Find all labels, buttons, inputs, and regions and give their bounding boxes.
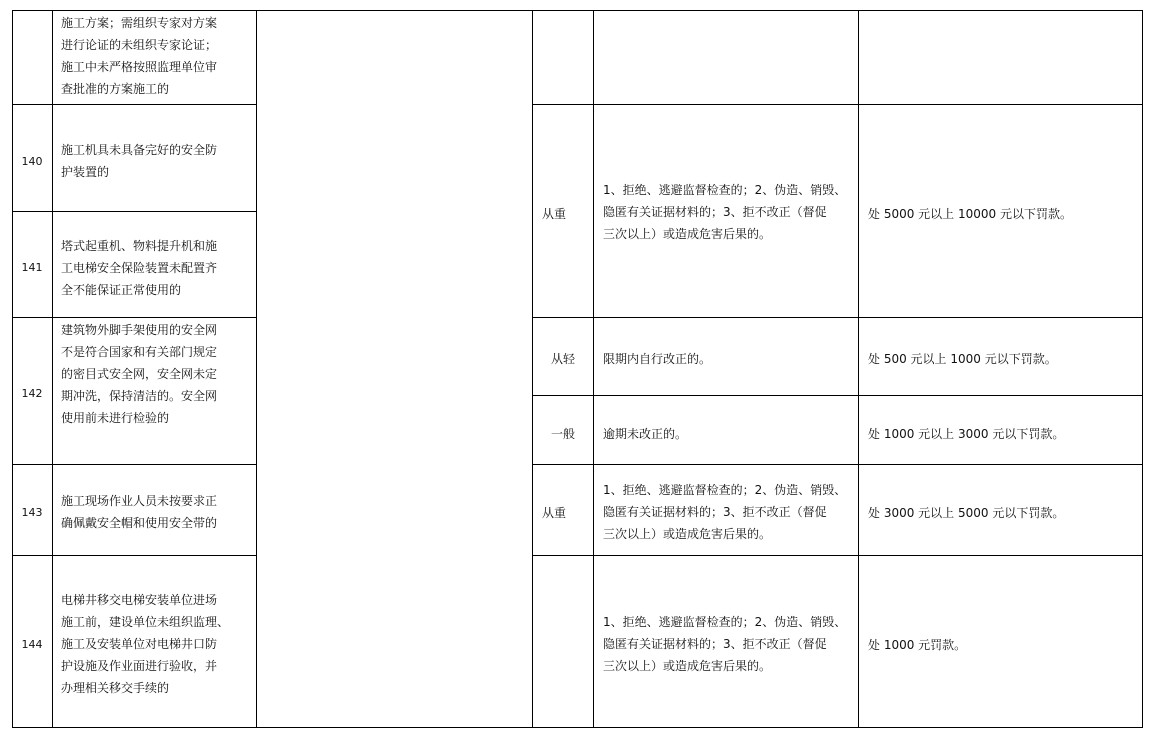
- table-border-top: [12, 10, 1143, 11]
- item-number: 142: [21, 387, 43, 400]
- violation-description: 建筑物外脚手架使用的安全网 不是符合国家和有关部门规定 的密目式安全网，安全网未定 期冲洗，保持清洁的。安全网 使用前未进行检验的: [61, 323, 218, 425]
- discretion-level: 从轻: [551, 352, 576, 366]
- row-divider: [532, 464, 1143, 465]
- column-divider-description: [256, 10, 257, 728]
- violation-description: 施工现场作业人员未按要求正 确佩戴安全帽和使用安全带的: [61, 494, 218, 530]
- row-divider: [12, 464, 257, 465]
- penalty-amount: 处 1000 元罚款。: [868, 638, 967, 652]
- discretion-level: 一般: [551, 427, 576, 441]
- column-divider-basis: [532, 10, 533, 728]
- item-number: 141: [21, 261, 43, 274]
- circumstance-description: 1、拒绝、逃避监督检查的；2、伪造、销毁、 隐匿有关证据材料的；3、拒不改正（督促 三次以上）或造成危害后果的。: [603, 615, 847, 673]
- row-divider: [12, 104, 257, 105]
- discretion-level: 从重: [542, 207, 567, 221]
- row-divider: [532, 104, 1143, 105]
- table-border-right: [1142, 10, 1143, 728]
- violation-description: 塔式起重机、物料提升机和施 工电梯安全保险装置未配置齐 全不能保证正常使用的: [61, 239, 218, 297]
- item-number: 143: [21, 506, 43, 519]
- penalty-amount: 处 1000 元以上 3000 元以下罚款。: [868, 427, 1065, 441]
- circumstance-description: 限期内自行改正的。: [603, 352, 712, 366]
- row-divider: [12, 211, 257, 212]
- row-divider: [12, 317, 257, 318]
- row-divider: [12, 555, 257, 556]
- row-divider: [532, 555, 1143, 556]
- item-number: 140: [21, 155, 43, 168]
- penalty-amount: 处 3000 元以上 5000 元以下罚款。: [868, 506, 1065, 520]
- discretion-level: 从重: [542, 506, 567, 520]
- circumstance-description: 1、拒绝、逃避监督检查的；2、伪造、销毁、 隐匿有关证据材料的；3、拒不改正（督促 三次以上）或造成危害后果的。: [603, 183, 847, 241]
- violation-description: 电梯井移交电梯安装单位进场 施工前，建设单位未组织监理、 施工及安装单位对电梯井口防 护设施及作业面进行验收，并 办理相关移交手续的: [61, 593, 230, 695]
- column-divider-number: [52, 10, 53, 728]
- circumstance-description: 1、拒绝、逃避监督检查的；2、伪造、销毁、 隐匿有关证据材料的；3、拒不改正（督促 三次以上）或造成危害后果的。: [603, 483, 847, 541]
- circumstance-description: 逾期未改正的。: [603, 427, 688, 441]
- column-divider-level: [593, 10, 594, 728]
- row-divider: [532, 395, 1143, 396]
- violation-description: 施工机具未具备完好的安全防 护装置的: [61, 143, 218, 179]
- penalty-amount: 处 5000 元以上 10000 元以下罚款。: [868, 207, 1072, 221]
- table-border-left: [12, 10, 13, 728]
- penalty-amount: 处 500 元以上 1000 元以下罚款。: [868, 352, 1057, 366]
- column-divider-circumstance: [858, 10, 859, 728]
- violation-description: 施工方案；需组织专家对方案 进行论证的未组织专家论证； 施工中未严格按照监理单位审 查批准的方案施工的: [61, 16, 218, 96]
- table-border-bottom: [12, 727, 1143, 728]
- row-divider: [532, 317, 1143, 318]
- item-number: 144: [21, 638, 43, 651]
